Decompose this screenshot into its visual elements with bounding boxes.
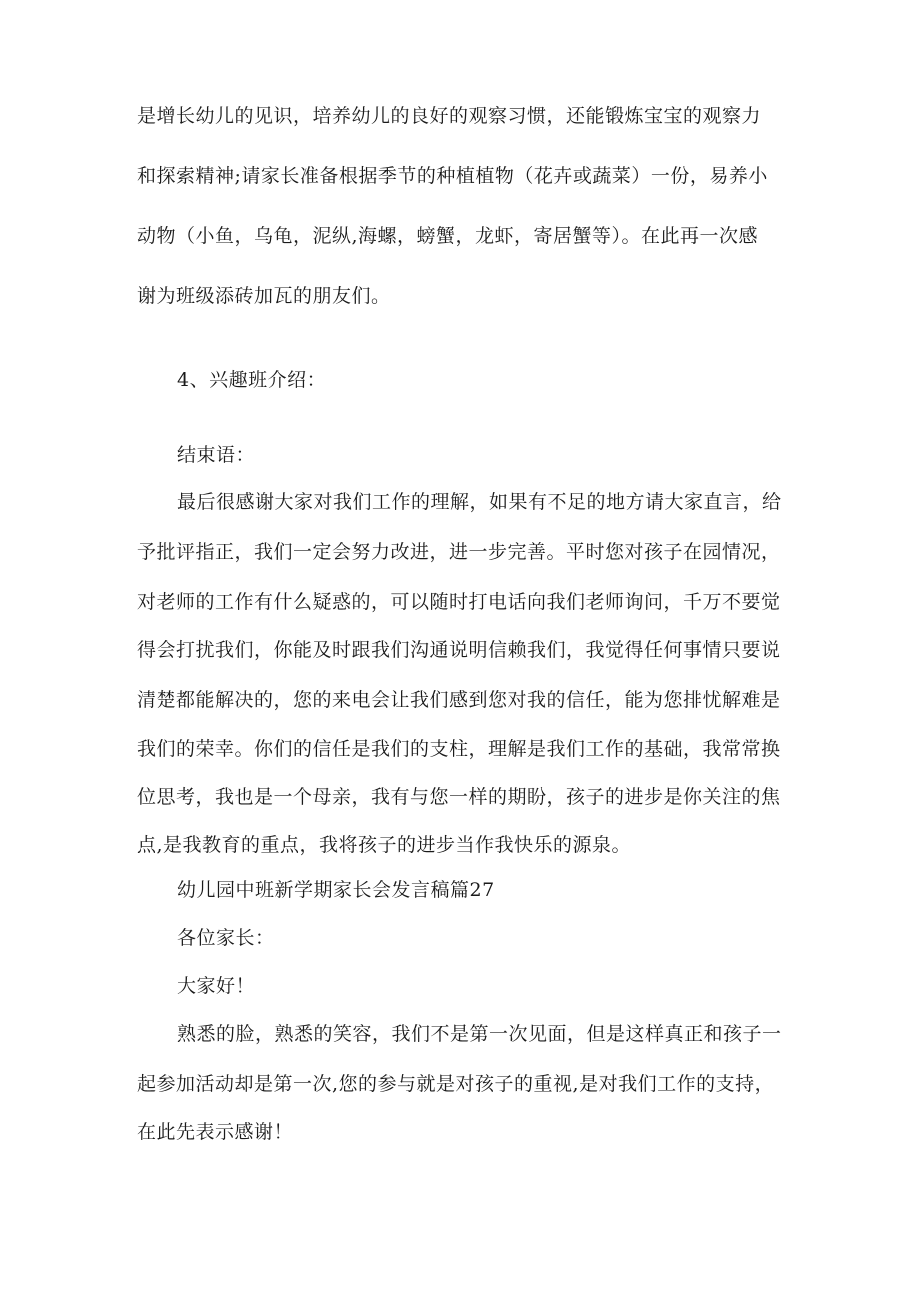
text-line: 位思考，我也是一个母亲，我有与您一样的期盼，孩子的进步是你关注的焦	[137, 786, 781, 808]
text-line: 我们的荣幸。你们的信任是我们的支柱，理解是我们工作的基础，我常常换	[137, 738, 781, 760]
article-title: 幼儿园中班新学期家长会发言稿篇27	[177, 879, 495, 901]
text-line: 熟悉的脸，熟悉的笑容，我们不是第一次见面，但是这样真正和孩子一	[177, 1023, 782, 1045]
salutation: 各位家长：	[177, 927, 275, 949]
text-line: 在此先表示感谢！	[137, 1121, 294, 1143]
text-line: 清楚都能解决的，您的来电会让我们感到您对我的信任，能为您排忧解难是	[137, 689, 781, 711]
text-line: 最后很感谢大家对我们工作的理解，如果有不足的地方请大家直言，给	[177, 491, 782, 513]
text-line: 和探索精神;请家长准备根据季节的种植植物（花卉或蔬菜）一份，易养小	[137, 165, 768, 187]
text-line: 予批评指正，我们一定会努力改进，进一步完善。平时您对孩子在园情况，	[137, 541, 781, 563]
section-heading: 4、兴趣班介绍：	[177, 369, 327, 391]
closing-heading: 结束语：	[177, 444, 256, 466]
text-line: 起参加活动却是第一次,您的参与就是对孩子的重视,是对我们工作的支持，	[137, 1073, 775, 1095]
text-line: 谢为班级添砖加瓦的朋友们。	[137, 285, 391, 307]
text-line: 得会打扰我们，你能及时跟我们沟通说明信赖我们，我觉得任何事情只要说	[137, 639, 781, 661]
text-line: 点,是我教育的重点，我将孩子的进步当作我快乐的源泉。	[137, 834, 632, 856]
text-line: 动物（小鱼，乌龟，泥纵,海螺，螃蟹，龙虾，寄居蟹等）。在此再一次感	[137, 225, 759, 247]
text-line: 对老师的工作有什么疑惑的，可以随时打电话向我们老师询问，千万不要觉	[137, 591, 781, 613]
greeting: 大家好！	[177, 975, 256, 997]
text-line: 是增长幼儿的见识，培养幼儿的良好的观察习惯，还能锻炼宝宝的观察力	[137, 105, 762, 127]
